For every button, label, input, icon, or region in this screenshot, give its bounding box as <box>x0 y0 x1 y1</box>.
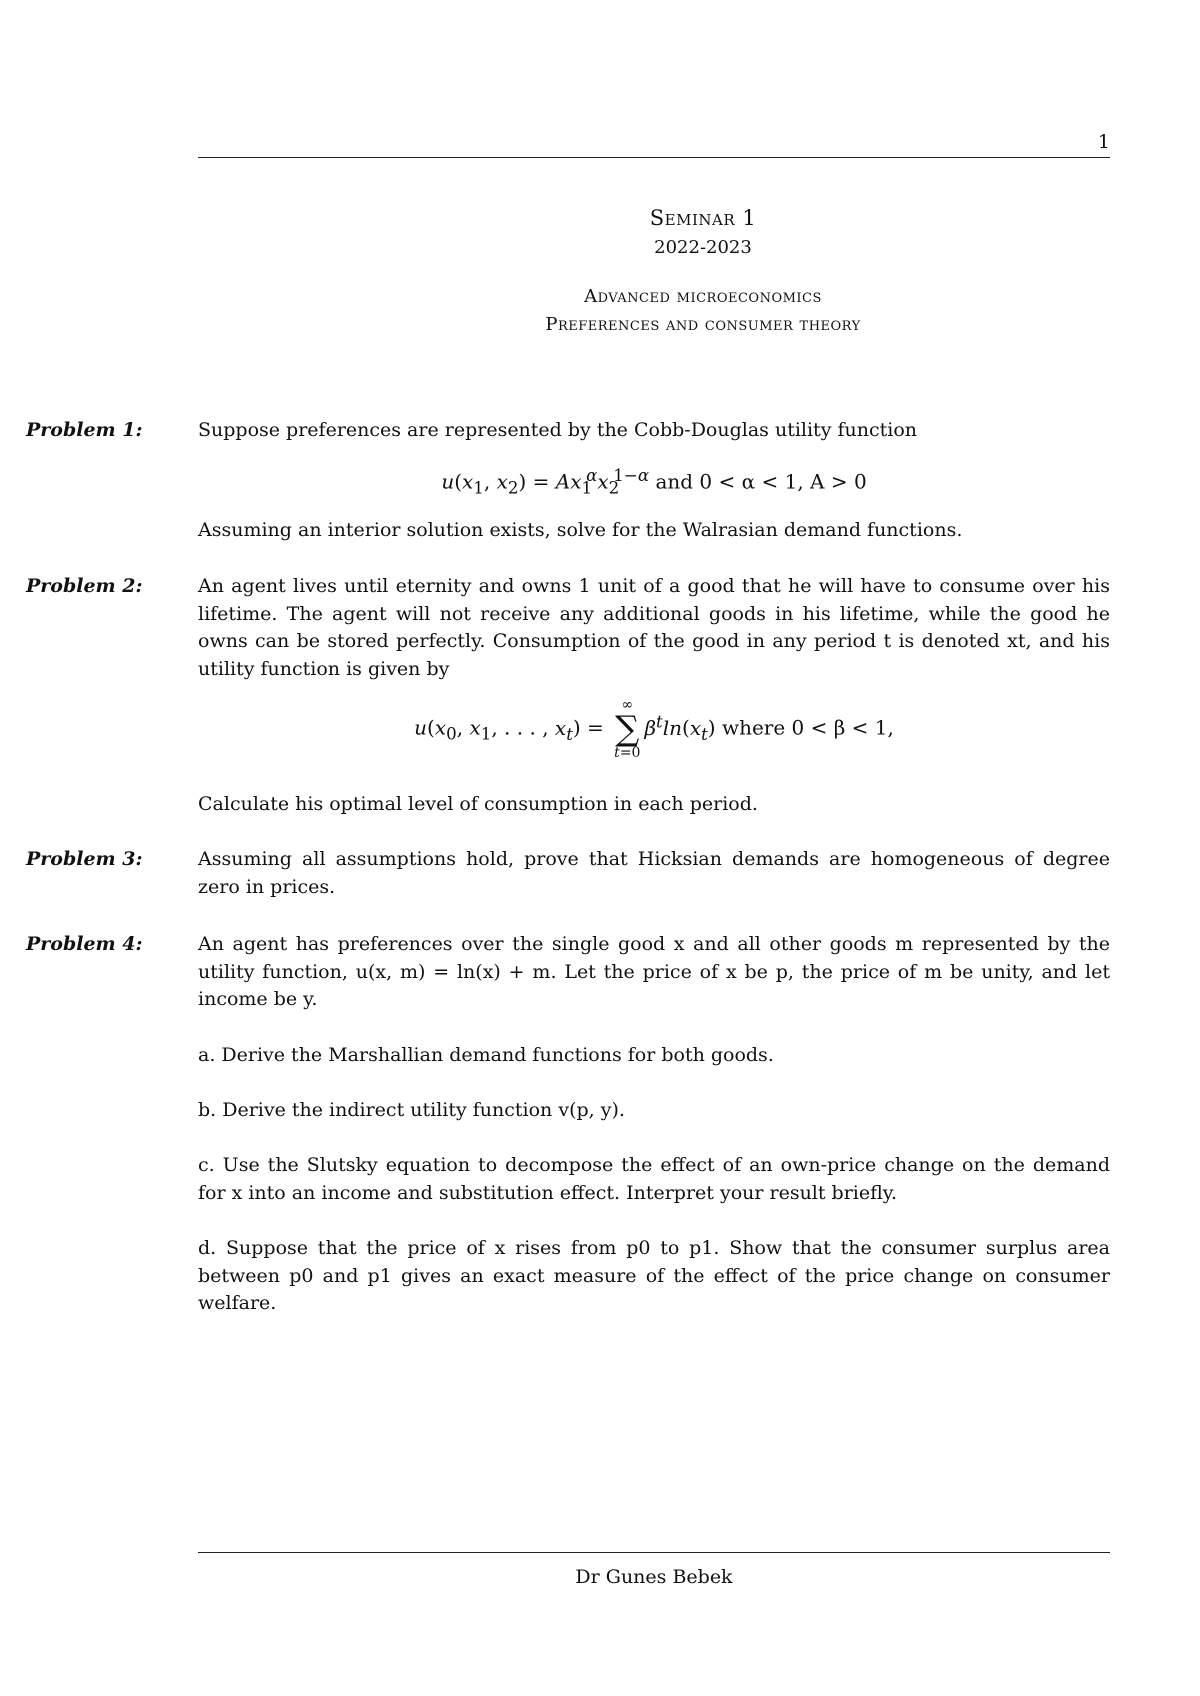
intertemporal-utility-equation: $u(x_0$, $x_1$, . . . , $x_t$) = ∞ ∑ t=0 $\beta^t\ln(x_t)$ where 0 < β < 1, <box>414 697 894 761</box>
footer-rule <box>198 1552 1110 1553</box>
seminar-title: Seminar 1 <box>649 206 757 230</box>
page-number: 1 <box>1097 131 1110 153</box>
cobb-douglas-equation: $u(x_1$, $x_2) = Ax_1^\alpha x_2^{1-\alpha}$ and 0 < α < 1, A > 0 <box>441 466 867 498</box>
summation-symbol: ∞ ∑ t=0 <box>614 697 641 761</box>
academic-year: 2022-2023 <box>654 237 752 258</box>
problem-4-part-c: c. Use the Slutsky equation to decompose the effect of an own-price change on the demand for x into an income and substitution effect. Interpret your result briefly. <box>198 1154 1110 1204</box>
problem-1-label: Problem 1: <box>26 419 143 441</box>
problem-2-label: Problem 2: <box>26 575 143 597</box>
course-title: Advanced microeconomics <box>584 286 822 307</box>
problem-4-intro: An agent has preferences over the single good x and all other goods m represented by the utility function, u(x, m) = ln(x) + m. Let the price of x be p, the price of m be unity, and let income be y. <box>198 933 1110 1010</box>
problem-2-conditions: where 0 < β < 1, <box>721 715 894 740</box>
problem-1-intro: Suppose preferences are represented by the Cobb-Douglas utility function <box>198 419 918 441</box>
problem-2-task: Calculate his optimal level of consumption in each period. <box>198 793 758 815</box>
problem-4-label: Problem 4: <box>26 933 143 955</box>
problem-3-text: Assuming all assumptions hold, prove that Hicksian demands are homogeneous of degree zero in prices. <box>198 848 1110 898</box>
problem-4-part-a: a. Derive the Marshallian demand functions for both goods. <box>198 1044 774 1066</box>
problem-4-part-d: d. Suppose that the price of x rises from p0 to p1. Show that the consumer surplus area between p0 and p1 gives an exact measure of the effect of the price change on consumer welfare. <box>198 1237 1110 1314</box>
author-footer: Dr Gunes Bebek <box>575 1566 733 1588</box>
problem-4-part-b: b. Derive the indirect utility function v(p, y). <box>198 1099 625 1121</box>
problem-2-intro: An agent lives until eternity and owns 1 unit of a good that he will have to consume over his lifetime. The agent will not receive any additional goods in his lifetime, while the good he owns can be stored perfectly. Consumption of the good in any period t is denoted xt, and his utility function is given by <box>198 575 1110 680</box>
problem-3-label: Problem 3: <box>26 848 143 870</box>
problem-1-conditions: and 0 < α < 1, A > 0 <box>655 469 867 494</box>
problem-1-task: Assuming an interior solution exists, solve for the Walrasian demand functions. <box>198 519 963 541</box>
header-rule <box>198 157 1110 158</box>
topic-title: Preferences and consumer theory <box>545 314 861 335</box>
